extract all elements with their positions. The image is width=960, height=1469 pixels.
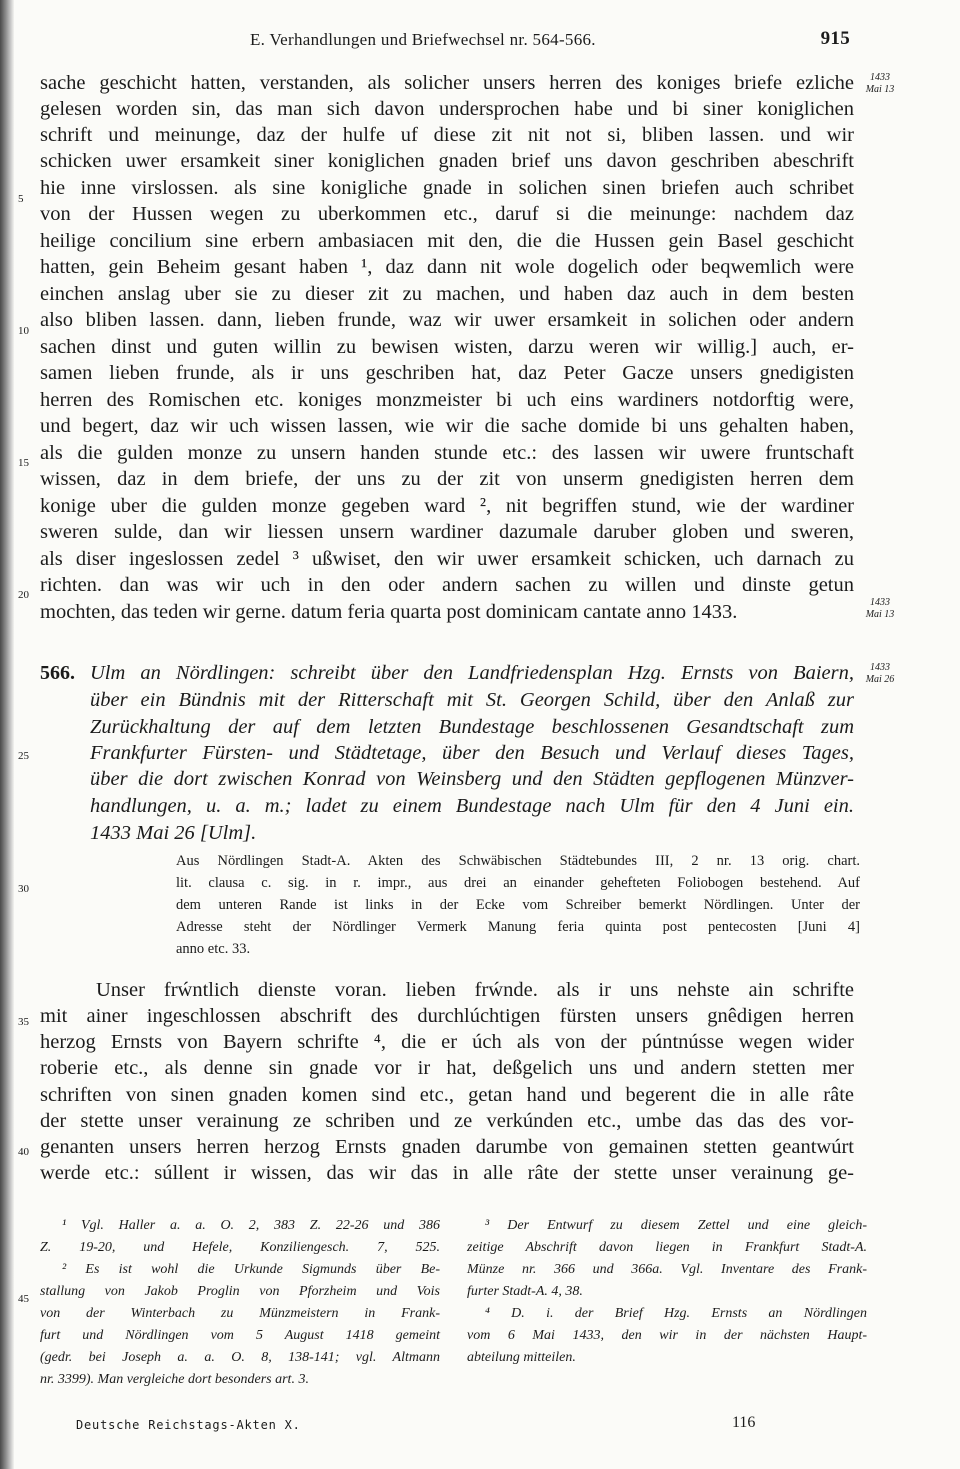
text-line: und begert, daz wir uch wissen lassen, wie wir die sache domide bi uns gehalten haben, [40, 415, 854, 437]
text-line: gelesen worden sin, das man sich davon undersprochen habe und bi siner koniglichen [40, 98, 854, 120]
margin-date-year: 1433 [870, 72, 890, 83]
footnote-line: Münze nr. 366 und 366a. Vgl. Inventare des Frank- [467, 1262, 867, 1277]
margin-date-day: Mai 13 [865, 84, 895, 95]
footnote-line: zeitige Abschrift davon liegen in Frankfurt Stadt-A. [467, 1240, 867, 1255]
margin-date-day: Mai 26 [865, 674, 895, 685]
text-line: Unser frẃntlich dienste voran. lieben frẃnde. als ir uns nehste ain schrifte [96, 979, 854, 1001]
text-line: mit ainer ingeschlossen abschrift des durchlúchtigen fürsten unsers gnêdigen herren [40, 1005, 854, 1027]
text-line: mochten, das teden wir gerne. datum feria quarta post dominicam cantate anno 1433. [40, 601, 738, 623]
text-line: herren des Romischen etc. koniges monzmeister bi uch eins wardiners notdorftig were, [40, 389, 854, 411]
source-line: Adresse steht der Nördlinger Vermerk Manung feria quinta post pentecosten [Juni 4] [176, 919, 860, 935]
page-number: 915 [820, 28, 850, 49]
text-line: sachen dinst und guten willin zu bewisen wisten, darzu weren wir willig.] auch, er- [40, 336, 854, 358]
margin-date-year: 1433 [870, 662, 890, 673]
margin-date-top [860, 72, 900, 96]
text-line: werde etc.: súllent ir wissen, das wir das in alle râte der stette unser verainung ge- [40, 1162, 854, 1184]
heading-line: 1433 Mai 26 [Ulm]. [90, 822, 257, 844]
source-line: dem unteren Rande ist links in der Ecke vom Schreiber bemerkt Nördlingen. Unter der [176, 897, 860, 913]
line-number: 25 [18, 750, 29, 762]
heading-line: Zurückhaltung der auf dem letzten Bundestage beschlossenen Gesandtschaft zum [90, 716, 854, 738]
footnote-line: stallung von Jakob Proglin von Pforzheim und Vois [40, 1284, 440, 1299]
text-line: konige uber die gulden monze gegeben ward ², nit begriffen stund, wie der wardiner [40, 495, 854, 517]
footnote-line: von der Winterbach zu Münzmeistern in Frank- [40, 1306, 440, 1321]
line-number: 35 [18, 1016, 29, 1028]
text-line: sweren sulde, dan wir liessen unsern wardiner dazumale daruber globen und sweren, [40, 521, 854, 543]
text-line: als die gulden monze zu unsern handen stunde etc.: des lassen wir uwere fruntschaft [40, 442, 854, 464]
text-line: hie inne virslossen. als sine konigliche gnade in solichen sinen briefen auch schribet [40, 177, 854, 199]
text-line: als diser ingeslossen zedel ³ ußwiset, den wir uwer ersamkeit schicken, uch darnach zu [40, 548, 854, 570]
footnote-line: abteilung mitteilen. [467, 1350, 576, 1365]
footnote-line: furter Stadt-A. 4, 38. [467, 1284, 583, 1299]
text-line: heilige concilium sine erbern ambasiacen mit den, die die Hussen gein Basel geschicht [40, 230, 854, 252]
text-line: genanten unsers herren herzog Ernsts gnaden darumbe von gemainen stetten geantwúrt [40, 1136, 854, 1158]
footnote-line: Z. 19-20, und Hefele, Konziliengesch. 7, 525. [40, 1240, 440, 1255]
text-line: schrift und meinunge, daz der hulfe uf diese zit nit not si, bliben lassen. und wir [40, 124, 854, 146]
running-head-title: E. Verhandlungen und Briefwechsel nr. 564-566. [250, 30, 596, 49]
margin-date-day: Mai 13 [865, 609, 895, 620]
sheet-number: 116 [732, 1414, 756, 1431]
margin-date-heading [860, 662, 900, 686]
text-line: schicken uwer ersamkeit siner koniglichen gnaden brief uns davon geschriben abeschrift [40, 150, 854, 172]
footnote-line: ² Es ist wohl die Urkunde Sigmunds über Be- [62, 1262, 440, 1277]
text-line: einchen anslag uber sie zu dieser zit zu machen, und haben daz auch in dem besten [40, 283, 854, 305]
source-line: lit. clausa c. sig. in r. impr., aus drei an einander gehefteten Foliobogen bestehend. Auf [176, 875, 860, 891]
heading-line: Frankfurter Fürsten- und Städtetage, über den Besuch und Verlauf dieses Tages, [90, 742, 854, 764]
text-line: der stette unser verainung ze schriben und ze verkúnden etc., umbe das das des vor- [40, 1110, 854, 1132]
line-number: 30 [18, 883, 29, 895]
line-number: 10 [18, 325, 29, 337]
text-line: wissen, daz in dem briefe, der uns zu der zit von unserm gnedigisten herren dem [40, 468, 854, 490]
series-title: Deutsche Reichstags-Akten X. [76, 1418, 301, 1432]
footnote-line: nr. 3399). Man vergleiche dort besonders art. 3. [40, 1372, 309, 1387]
text-line: richten. dan was wir uch in den oder andern sachen zu willen und dinste getun [40, 574, 854, 596]
line-number: 5 [18, 193, 24, 205]
heading-line: über ein Bündnis mit der Ritterschaft mit St. Georgen Schild, über den Anlaß zur [90, 689, 854, 711]
source-line: Aus Nördlingen Stadt-A. Akten des Schwäbischen Städtebundes III, 2 nr. 13 orig. chart. [176, 853, 860, 869]
text-line: schriften von sinen gnaden komen sind etc., getan hand und begerent die in alle râte [40, 1084, 854, 1106]
footnote-line: ³ Der Entwurf zu diesem Zettel und eine gleich- [485, 1218, 867, 1233]
footnote-line: vom 6 Mai 1433, den wir in der nächsten Haupt- [467, 1328, 867, 1343]
footnote-line: (gedr. bei Joseph a. a. O. 8, 138-141; vgl. Altmann [40, 1350, 440, 1365]
text-line: also bliben lassen. dann, lieben frunde, waz wir uwer ersamkeit in solichen oder andern [40, 309, 854, 331]
text-line: roberie etc., als denne sin gnade vor ir hat, deßgelich uns und andern stetten mer [40, 1057, 854, 1079]
scan-binding-shadow [0, 0, 14, 1469]
margin-date-year: 1433 [870, 597, 890, 608]
heading-line: über die dort zwischen Konrad von Weinsberg und den Städten gepflogenen Münzver- [90, 768, 854, 790]
text-line: herzog Ernsts von Bayern schrifte ⁴, die er úch als von der púntnússe wegen wider [40, 1031, 854, 1053]
heading-line: Ulm an Nördlingen: schreibt über den Landfriedensplan Hzg. Ernsts von Baiern, [90, 662, 854, 684]
document-number: 566. [40, 662, 75, 684]
text-line: hatten, gein Beheim gesant haben ¹, daz dann nit wole dogelich oder beqwemlich were [40, 256, 854, 278]
line-number: 20 [18, 589, 29, 601]
footnote-line: furt und Nördlingen vom 5 August 1418 gemeint [40, 1328, 440, 1343]
source-line: anno etc. 33. [176, 941, 251, 957]
text-line: von der Hussen wegen zu uberkommen etc., daruf si die meinunge: nachdem daz [40, 203, 854, 225]
footnote-line: ¹ Vgl. Haller a. a. O. 2, 383 Z. 22-26 und 386 [62, 1218, 440, 1233]
heading-line: handlungen, u. a. m.; ladet zu einem Bundestage nach Ulm für den 4 Juni ein. [90, 795, 854, 817]
margin-date-line21 [860, 597, 900, 621]
line-number: 40 [18, 1146, 29, 1158]
footnote-line: ⁴ D. i. der Brief Hzg. Ernsts an Nördlingen [485, 1306, 867, 1321]
line-number: 15 [18, 457, 29, 469]
text-line: sache geschicht hatten, verstanden, als solicher unsers herren des koniges briefe ezliche [40, 72, 854, 94]
text-line: samen lieben frunde, als ir uns geschriben hat, daz Peter Gacze unsers gnedigisten [40, 362, 854, 384]
line-number: 45 [18, 1293, 29, 1305]
